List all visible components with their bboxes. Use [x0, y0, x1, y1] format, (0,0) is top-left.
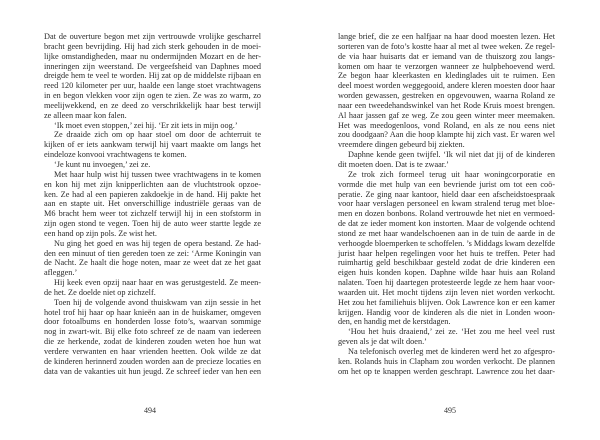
text-line: sorteren van de foto’s kostte haar al met al twee weken. Ze regel- [338, 41, 555, 51]
left-page-text [44, 32, 261, 377]
text-line: en kon hij met zijn knipperlichten aan de vluchtstrook opzoe- [44, 179, 261, 189]
text-line: om het op te knappen werden geschrapt. Lawrence zou het daar- [338, 366, 555, 376]
text-line: Daphne kende geen twijfel. ‘Ik wil niet dat jij of de kinderen [348, 150, 555, 160]
text-line: eindeloze konvooi vrachtwagens te komen. [44, 150, 187, 160]
text-line: ‘Hou het huis draaiend,’ zei ze. ‘Het zou me heel veel rust [348, 327, 555, 337]
text-line: den een minuut of tien gereden toen ze zei: ‘Arme Koningin van [44, 248, 261, 258]
text-line: vormde die met hulp van een bevriende jurist om tot een coö- [338, 179, 555, 189]
text-line: reed 120 kilometer per uur, haalde een lange stoet vrachtwagens [44, 81, 261, 91]
text-line: afleggen.’ [44, 268, 78, 278]
text-line: vreemdere dingen gebeurd bij ziekten. [338, 140, 465, 150]
text-line: bracht geen bevrijding. Hij had zich sterk gehouden in de moei- [44, 41, 261, 51]
text-line: nog in zwart-wit. Bij elke foto schreef ze de naam van iedereen [44, 327, 261, 337]
text-line: Ze draaide zich om op haar stoel om door de achterruit te [54, 130, 261, 140]
text-line: stond ze met haar wandelschoenen aan in de tuin de aarde in de [338, 228, 555, 238]
text-line: dreigde hem te veel te worden. Hij zat op de middelste rijbaan en [44, 71, 261, 81]
text-line: eigen huis konden kopen. Daphne wilde haar huis aan Roland [338, 268, 555, 278]
text-line: voor haar verslagen personeel en kwam stralend terug met bloe- [338, 199, 555, 209]
text-line: door fotoalbums en honderden losse foto’s, waarvan sommige [44, 317, 261, 327]
text-line: lijke omstandigheden, maar nu ondermijnden Mozart en de her- [44, 51, 261, 61]
text-line: een hand op zijn pols. Ze wist het. [44, 228, 157, 238]
text-line: meelijwekkend, en ze deed zo verschrikkelijk haar best terwijl [44, 100, 261, 110]
text-line: Al haar jassen gaf ze weg. Ze zou geen winter meer meemaken. [338, 110, 555, 120]
text-line: jurist haar helpen regelingen voor het huis te treffen. Peter had [338, 248, 555, 258]
text-line: verhoogde bloemperken te schoffelen. ’s Middags kwam dezelfde [338, 238, 556, 248]
text-line: ze alleen maar kon falen. [44, 110, 127, 120]
text-line: naar een tweedehandswinkel van het Rode Kruis moest brengen. [338, 100, 555, 110]
text-line: nalaten. Toen hij daartegen protesteerde legde ze hem haar voor- [338, 278, 555, 288]
text-line: aan en stapte uit. Het onverschillige industriële geraas van de [44, 199, 261, 209]
page-number-right: 495 [444, 406, 456, 415]
text-line: zijn ogen stond te vegen. Toen hij de auto weer startte legde ze [44, 219, 261, 229]
text-line: krijgen. Handig voor de kinderen als die niet in Londen woon- [338, 307, 555, 317]
text-line: dit moeten doen. Dat is te zwaar.’ [338, 159, 449, 169]
text-line: de via haar huisarts dat er iemand van de thuiszorg zou langs- [338, 51, 555, 61]
text-line: die ze herkende, zodat de kinderen zouden weten hoe hun wat [44, 337, 261, 347]
text-line: lange brief, die ze een halfjaar na haar dood moesten lezen. Het [338, 32, 555, 41]
right-page [300, 0, 600, 440]
text-line: inneringen zijn weerstand. De vergeefsheid van Daphnes moed [44, 61, 261, 71]
text-line: Het zou het familiehuis blijven. Ook Lawrence kon er een kamer [338, 297, 555, 307]
page-number-left: 494 [144, 406, 156, 415]
text-line: Na telefonisch overleg met de kinderen werd het zo afgespro- [348, 347, 555, 356]
text-line: Het was meedogenloos, vond Roland, en als ze nou eens niet [338, 120, 555, 130]
text-line: ‘Je kunt nu invoegen,’ zei ze. [54, 159, 151, 169]
text-line: Toen hij de volgende avond thuiskwam van zijn sessie in het [54, 297, 261, 307]
text-line: deel moest worden weggegooid, andere kleren moesten door haar [338, 81, 555, 91]
text-line: ‘Ik moet even stoppen,’ zei hij. ‘Er zit iets in mijn oog.’ [54, 120, 238, 130]
text-line: Nu ging het goed en was hij tegen de opera bestand. Ze had- [54, 238, 261, 248]
text-line: worden gewassen, gestreken en opgevouwen, waarna Roland ze [338, 91, 555, 101]
text-line: men en dozen bonbons. Roland vertrouwde het niet en vermoed- [338, 209, 555, 219]
text-line: de kinderen herinnerd zouden worden aan de precieze locaties en [44, 356, 261, 366]
text-line: verdere verwanten en haar vrienden heetten. Ook wilde ze dat [44, 347, 261, 356]
text-line: geven als je dat wilt doen.’ [338, 337, 427, 347]
text-line: Met haar hulp wist hij tussen twee vrachtwagens in te komen [54, 169, 261, 179]
text-line: den, en handig met de kerstdagen. [338, 317, 451, 327]
text-line: data van de vakanties uit hun jeugd. Ze schreef ieder van hen een [44, 366, 261, 376]
text-line: de dat ze ieder moment kon instorten. Maar de volgende ochtend [338, 219, 555, 229]
text-line: Hij keek even opzij naar haar en was gerustgesteld. Ze meen- [54, 278, 261, 288]
text-line: ken. Ze had al een papieren zakdoekje in de hand. Hij pakte het [44, 189, 261, 199]
text-line: Ze trok zich formeel terug uit haar woningcorporatie en [348, 169, 555, 179]
text-line: in en begon vlekken voor zijn ogen te zien. Ze was zo warm, zo [44, 91, 261, 101]
text-line: M6 bracht hem weer tot zichzelf terwijl hij in een stofstorm in [44, 209, 261, 219]
text-line: de Nacht. Ze haalt die hoge noten, maar ze weet dat ze het gaat [44, 258, 261, 268]
text-line: komen om haar te verzorgen wanneer ze hulpbehoevend werd. [338, 61, 555, 71]
text-line: de het. Ze doelde niet op zichzelf. [44, 287, 156, 297]
text-line: ken. Rolands huis in Clapham zou worden verkocht. De plannen [338, 356, 555, 366]
text-line: hotel trof hij haar op haar knieën aan in de huiskamer, omgeven [44, 307, 261, 317]
text-line: Ze begon haar kleerkasten en kledinglades uit te ruimen. Een [338, 71, 555, 81]
text-line: peratie. Ze ging naar kantoor, hield daar een afscheidstoespraak [338, 189, 555, 199]
text-line: kijken of er iets aankwam terwijl hij vaart maakte om langs het [44, 140, 261, 150]
text-line: ruimhartig geld beschikbaar gesteld zodat de drie kinderen een [338, 258, 555, 268]
text-line: zou doodgaan? Aan die hoop klampte hij zich vast. Er waren wel [338, 130, 555, 140]
right-page-text [338, 32, 555, 377]
text-line: Dat de ouverture begon met zijn vertrouwde vrolijke gescharrel [44, 32, 261, 41]
text-line: waarden uit. Het mocht tijdens zijn leven niet worden verkocht. [338, 287, 555, 297]
